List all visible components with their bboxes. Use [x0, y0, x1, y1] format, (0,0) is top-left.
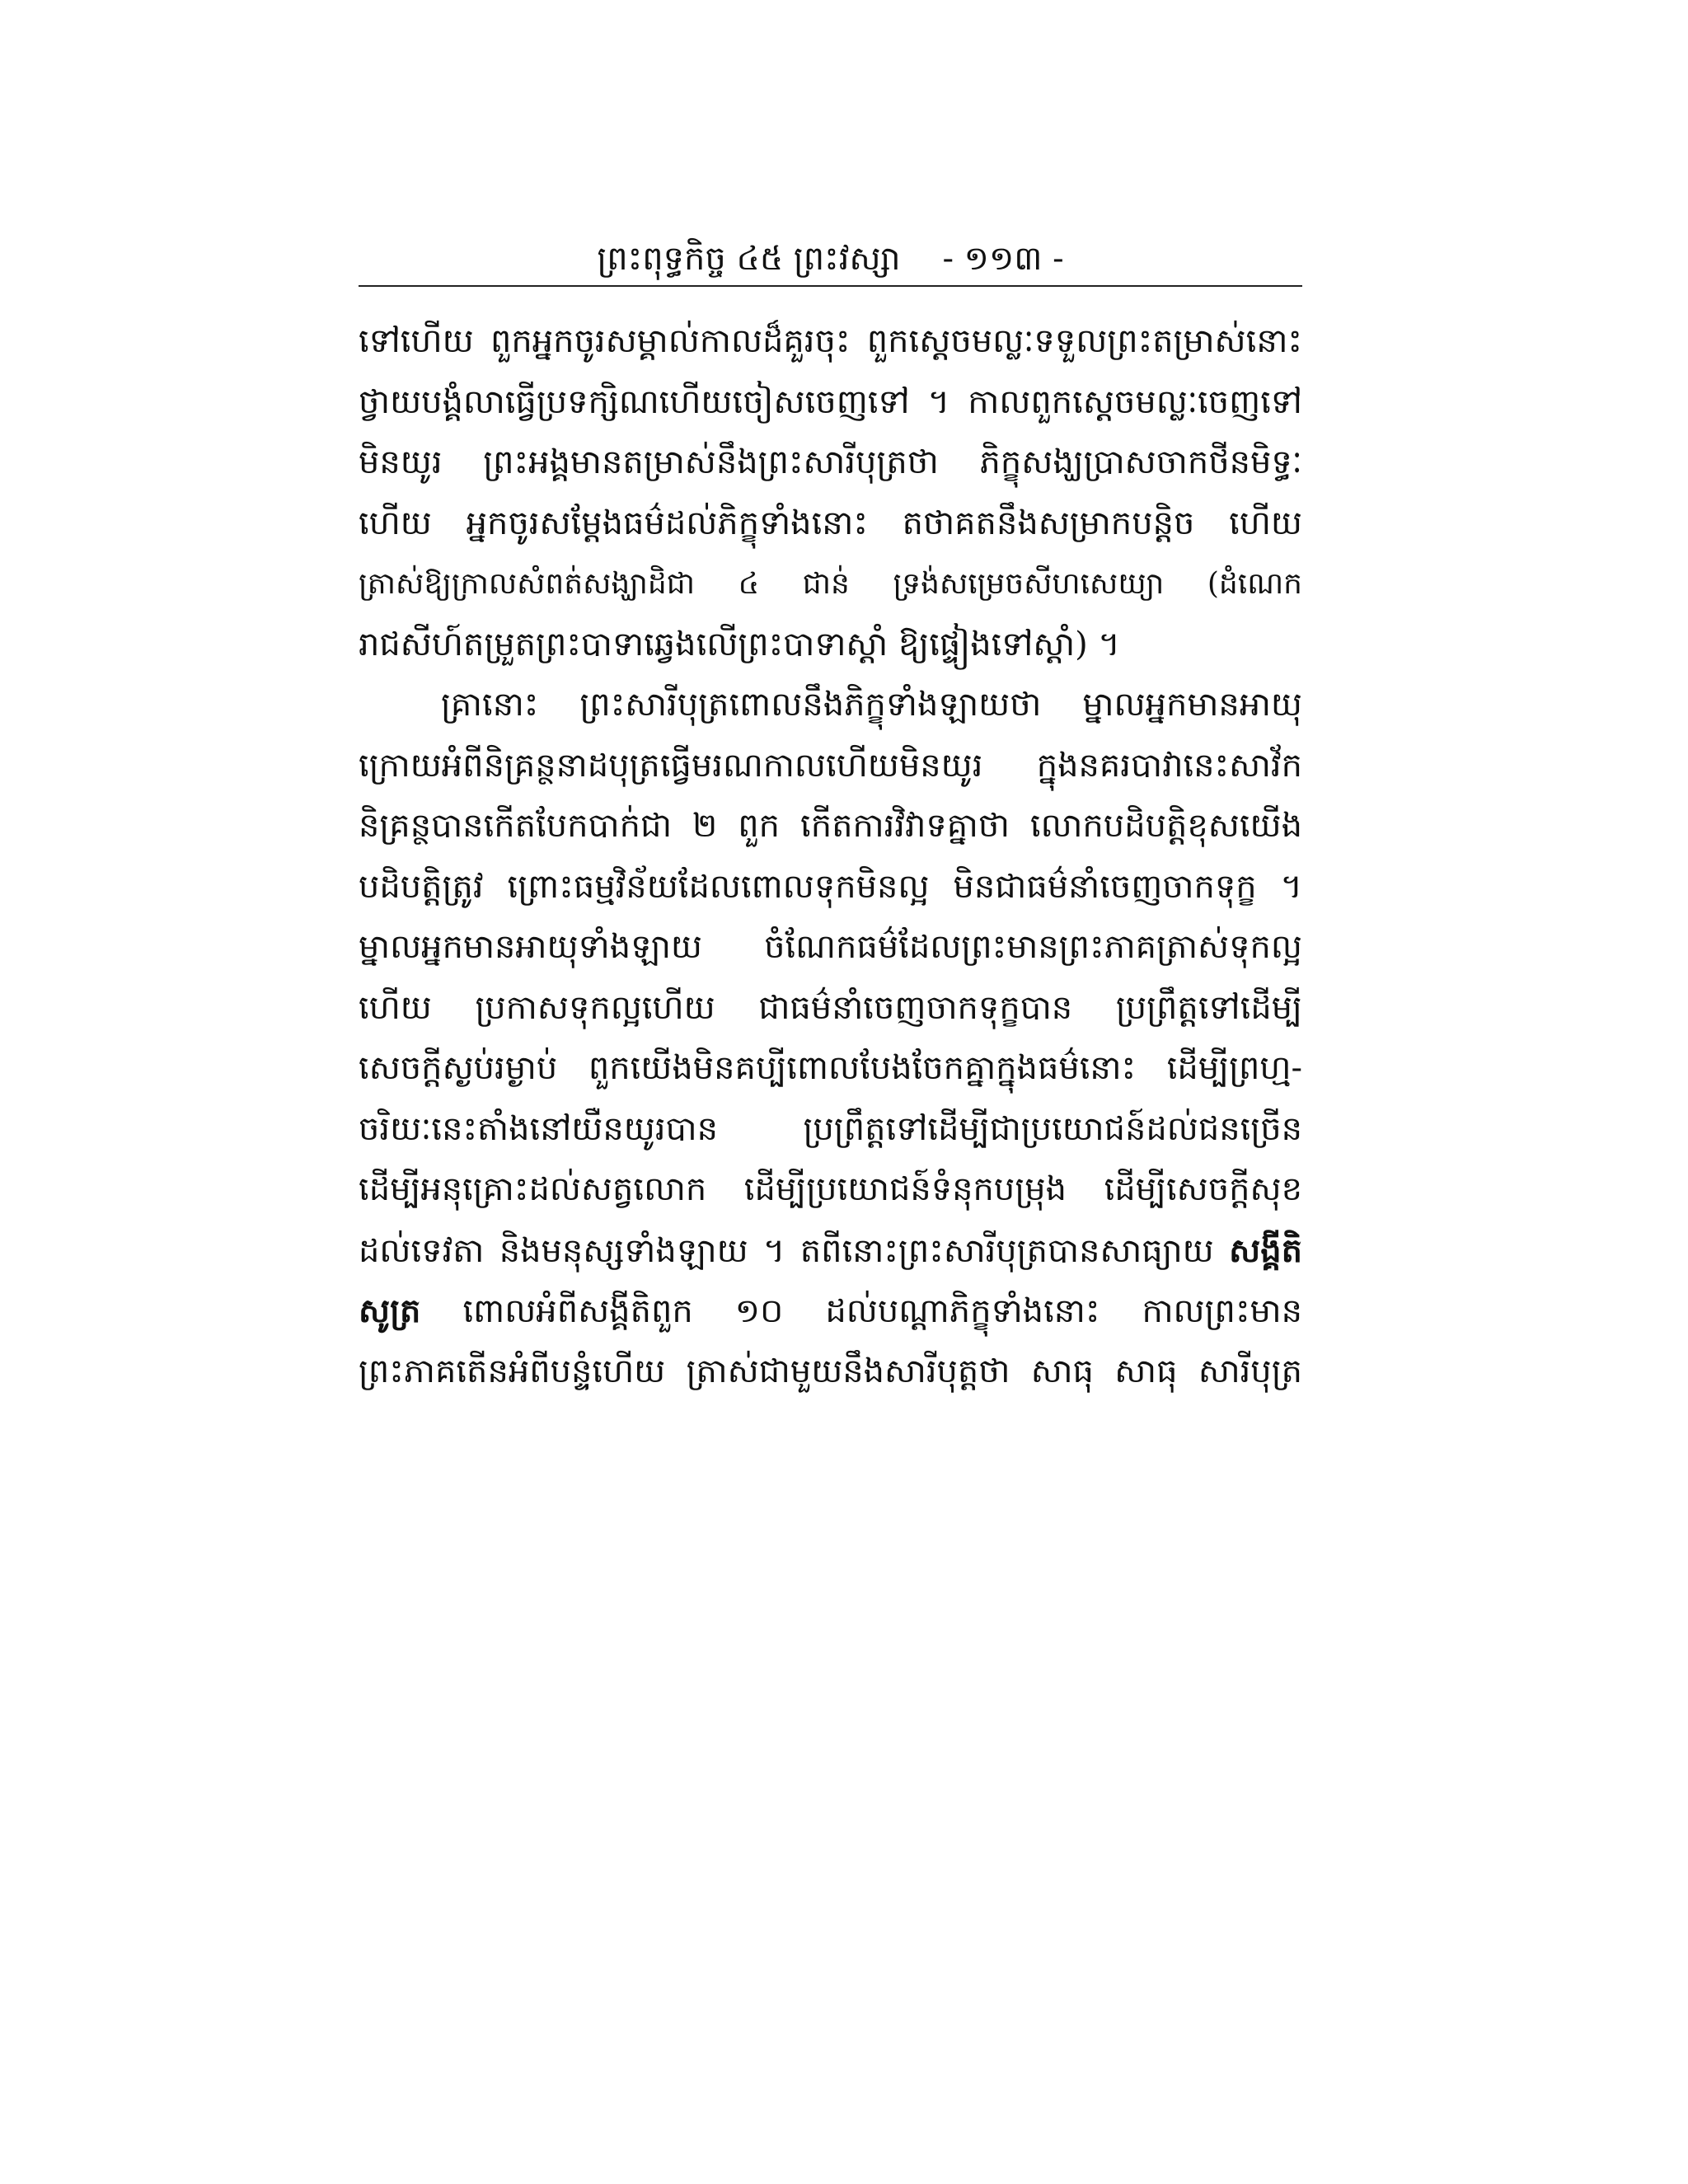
text-line: គ្រានោះ ព្រះសារីបុត្រពោលនឹងភិក្ខុទាំងឡាយថា ម្នាលអ្នកមានអាយុ [441, 686, 1302, 724]
sutta-title-emphasis: សង្គីតិ [1229, 1230, 1302, 1270]
text-line: ដើម្បីអនុគ្រោះដល់សត្វលោក ដើម្បីប្រយោជន៍ទំនុកបម្រុង ដើម្បីសេចក្តីសុខ [359, 1170, 1302, 1208]
text-line: សេចក្តីស្ងប់រម្ងាប់ ពួកយើងមិនគប្បីពោលបែងចែកគ្នាក្នុងធម៌នោះ ដើម្បីព្រហ្ម- [359, 1049, 1302, 1087]
page-number: - ១១៣ - [942, 240, 1064, 278]
text-line: ម្នាលអ្នកមានអាយុទាំងឡាយ ចំណែកធម៌ដែលព្រះមានព្រះភាគត្រាស់ទុកល្អ [359, 928, 1302, 966]
text-line: ហើយ ប្រកាសទុកល្អហើយ ជាធម៌នាំចេញចាកទុក្ខបាន ប្រព្រឹត្តទៅដើម្បី [359, 988, 1302, 1027]
text-line: ក្រោយអំពីនិគ្រន្ថនាដបុត្រធ្វើមរណកាលហើយមិនយូរ ក្នុងនគរបាវានេះសាវ័ក [359, 746, 1302, 785]
running-header [359, 232, 1302, 285]
text-line: ហើយ អ្នកចូរសម្តែងធម៌ដល់ភិក្ខុទាំងនោះ តថាគតនឹងសម្រាកបន្តិច ហើយ [359, 504, 1302, 542]
text-segment: ដល់ទេវតា និងមនុស្សទាំងឡាយ ។ តពីនោះព្រះសារីបុត្របានសាធ្យាយ [359, 1231, 1214, 1270]
text-line: បដិបត្តិត្រូវ ព្រោះធម្មវិន័យដែលពោលទុកមិនល្អ មិនជាធម៌នាំចេញចាកទុក្ខ ។ [359, 867, 1302, 906]
text-line: និគ្រន្ថបានកើតបែកបាក់ជា ២ ពួក កើតការវិវាទគ្នាថា លោកបដិបត្តិខុសយើង [359, 807, 1302, 845]
text-line: ព្រះភាគតើនអំពីបន្ទំហើយ ត្រាស់ជាមួយនឹងសារីបុត្តថា សាធុ សាធុ សារីបុត្រ [359, 1352, 1302, 1390]
text-line: ទៅហើយ ពួកអ្នកចូរសម្គាល់កាលដ៏គួរចុះ ពួកស្តេចមល្លៈទទួលព្រះតម្រាស់នោះ [359, 322, 1302, 360]
body-text [359, 312, 1302, 1402]
text-line-with-emphasis [359, 1221, 1302, 1282]
text-line-with-emphasis [359, 1281, 1302, 1342]
text-segment: ពោលអំពីសង្គីតិពួក ១០ ដល់បណ្តាភិក្ខុទាំងនោះ កាលព្រះមាន [462, 1292, 1302, 1330]
text-line: ថ្វាយបង្គំលាធ្វើប្រទក្សិណហើយចៀសចេញទៅ ។ កាលពួកស្តេចមល្លៈចេញទៅ [359, 382, 1302, 421]
text-line: ត្រាស់ឱ្យក្រាលសំពត់សង្ឃាដិជា ៤ ជាន់ ទ្រង់សម្រេចសីហសេយ្យា (ដំណេក [359, 567, 1302, 601]
header-title: ព្រះពុទ្ធកិច្ច ៤៥ ព្រះវស្សា [597, 240, 901, 278]
text-line: ចរិយៈនេះតាំងនៅយឺនយូរបាន ប្រព្រឹត្តទៅដើម្បីជាប្រយោជន៍ដល់ជនច្រើន [359, 1109, 1302, 1148]
sutta-title-emphasis: សូត្រ [359, 1291, 421, 1330]
text-line: រាជសីហ៍តម្រួតព្រះបាទាឆ្វេងលើព្រះបាទាស្តាំ ឱ្យផ្ទៀងទៅស្តាំ) ។ [359, 625, 1120, 663]
header-rule [359, 285, 1302, 287]
text-line: មិនយូរ ព្រះអង្គមានតម្រាស់នឹងព្រះសារីបុត្រថា ភិក្ខុសង្ឃប្រាសចាកថីនមិទ្ធៈ [359, 443, 1302, 481]
